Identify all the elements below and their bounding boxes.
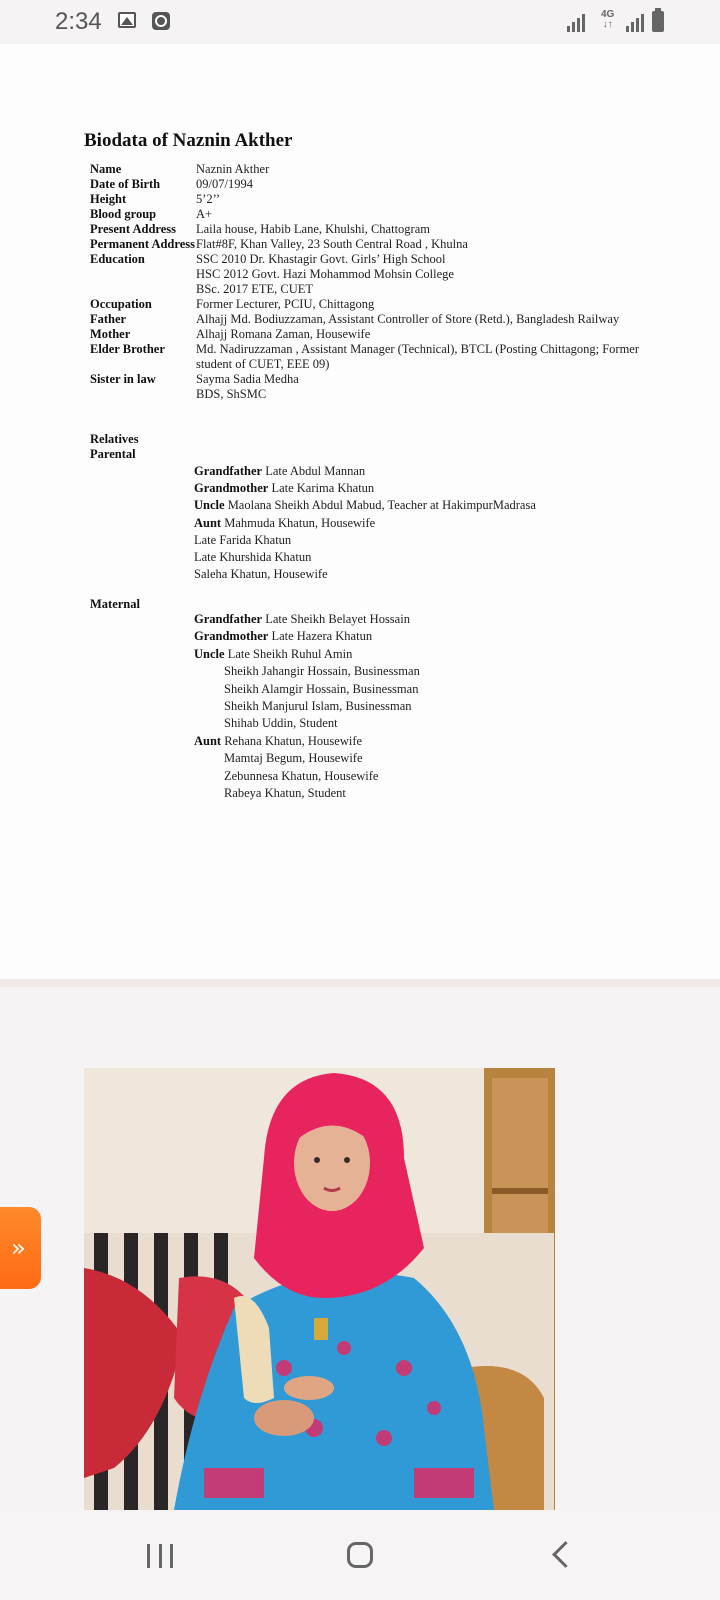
maternal-relative-line [224, 769, 378, 784]
relation-text: Saleha Khatun, Housewife [194, 567, 328, 582]
page-divider [0, 979, 720, 987]
relation-key: Grandmother [194, 629, 269, 644]
field-value [196, 372, 650, 402]
field-value-line: HSC 2012 Govt. Hazi Mohammod Mohsin College [196, 267, 454, 281]
biodata-row [90, 372, 650, 402]
field-value-line: Sayma Sadia Medha [196, 372, 299, 386]
relation-key: Aunt [194, 733, 222, 748]
maternal-relative-line [194, 734, 362, 749]
relation-key: Aunt [194, 515, 222, 530]
document-page[interactable] [0, 44, 720, 979]
field-value-line: A+ [196, 207, 213, 221]
maternal-relative-line [224, 716, 338, 731]
parental-relative-line [194, 464, 365, 479]
relation-text: Late Sheikh Belayet Hossain [265, 612, 410, 626]
status-bar [0, 0, 720, 44]
battery-icon [652, 11, 664, 32]
field-value-line: BSc. 2017 ETE, CUET [196, 282, 314, 296]
field-value [196, 252, 650, 297]
relation-text: Late Abdul Mannan [265, 464, 366, 478]
field-value-line: Alhajj Romana Zaman, Housewife [196, 327, 371, 341]
double-chevron-right-icon: » [11, 1234, 26, 1262]
biodata-row [90, 297, 650, 312]
document-title: Biodata of Naznin Akther [84, 130, 293, 151]
field-label: Mother [90, 327, 131, 341]
field-label: Occupation [90, 297, 152, 311]
field-value [196, 342, 650, 372]
home-button[interactable] [347, 1542, 373, 1568]
field-label: Name [90, 162, 122, 176]
field-value-line: Former Lecturer, PCIU, Chittagong [196, 297, 375, 311]
field-label: Elder Brother [90, 342, 165, 356]
biodata-row [90, 162, 650, 177]
relation-text: Late Farida Khatun [194, 532, 292, 547]
relation-key: Uncle [194, 646, 225, 661]
field-value [196, 297, 650, 312]
parental-relative-line [194, 498, 536, 513]
field-value-line: Md. Nadiruzzaman , Assistant Manager (Technical), BTCL (Posting Chittagong; Former student of CUET, EEE 09) [196, 342, 640, 371]
back-button[interactable] [552, 1541, 579, 1568]
field-value [196, 177, 650, 192]
relation-text: Late Hazera Khatun [271, 629, 373, 644]
maternal-relative-line [194, 612, 410, 627]
relation-text: Sheikh Manjurul Islam, Businessman [224, 699, 412, 713]
field-value [196, 327, 650, 342]
field-label: Education [90, 252, 145, 266]
field-value-line: Alhajj Md. Bodiuzzaman, Assistant Controller of Store (Retd.), Bangladesh Railway [196, 312, 620, 326]
maternal-relative-line [194, 647, 352, 662]
field-value-line: SSC 2010 Dr. Khastagir Govt. Girls’ High School [196, 252, 446, 266]
field-value [196, 237, 650, 252]
relation-text: Late Sheikh Ruhul Amin [227, 646, 353, 661]
biodata-row [90, 342, 650, 372]
relation-text: Sheikh Jahangir Hossain, Businessman [224, 664, 420, 679]
field-label: Blood group [90, 207, 157, 221]
maternal-relative-line [224, 682, 418, 697]
field-value-line: Laila house, Habib Lane, Khulshi, Chattogram [196, 222, 430, 236]
biodata-row [90, 192, 650, 207]
field-value-line: Flat#8F, Khan Valley, 23 South Central Road , Khulna [196, 237, 468, 251]
relation-text: Maolana Sheikh Abdul Mabud, Teacher at HakimpurMadrasa [227, 498, 536, 513]
maternal-relative-line [194, 629, 372, 644]
field-value-line: Naznin Akther [196, 162, 270, 176]
parental-relative-line [194, 533, 291, 548]
navigation-bar [0, 1512, 720, 1600]
relation-key: Grandmother [194, 481, 269, 496]
relation-key: Grandfather [194, 464, 263, 478]
field-label: Present Address [90, 222, 176, 236]
signal-icon [567, 12, 585, 32]
network-type-label: 4G ↓↑ [601, 9, 615, 30]
biodata-table [90, 162, 650, 402]
side-panel-toggle[interactable] [0, 1207, 41, 1289]
field-value-line: 5’2’’ [196, 192, 221, 206]
maternal-relative-line [224, 664, 420, 679]
biodata-row [90, 252, 650, 297]
profile-photo [84, 1068, 555, 1510]
relation-text: Mahmuda Khatun, Housewife [224, 515, 376, 530]
maternal-relative-line [224, 751, 363, 766]
field-label: Height [90, 192, 127, 206]
biodata-row [90, 237, 650, 252]
relatives-label: Relatives [90, 432, 139, 446]
relation-text: Rabeya Khatun, Student [224, 786, 346, 800]
relation-text: Late Khurshida Khatun [194, 550, 312, 564]
field-value [196, 222, 650, 237]
maternal-label: Maternal [90, 597, 140, 611]
field-value [196, 192, 650, 207]
recent-apps-button[interactable] [147, 1544, 173, 1568]
relation-text: Rehana Khatun, Housewife [224, 733, 363, 748]
field-label: Father [90, 312, 127, 326]
parental-label: Parental [90, 447, 136, 461]
relation-key: Grandfather [194, 612, 263, 626]
field-value [196, 207, 650, 222]
field-value [196, 162, 650, 177]
status-time: 2:34 [55, 8, 102, 35]
biodata-row [90, 312, 650, 327]
field-value [196, 312, 650, 327]
relation-text: Shihab Uddin, Student [224, 716, 338, 731]
relation-text: Mamtaj Begum, Housewife [224, 751, 363, 766]
signal-icon-2 [626, 12, 644, 32]
relation-text: Late Karima Khatun [271, 481, 375, 496]
biodata-row [90, 222, 650, 237]
field-label: Date of Birth [90, 177, 161, 191]
relation-text: Zebunnesa Khatun, Housewife [224, 768, 379, 783]
maternal-relative-line [224, 786, 346, 801]
parental-relative-line [194, 516, 375, 531]
field-value-line: BDS, ShSMC [196, 387, 267, 401]
parental-relative-line [194, 481, 374, 496]
maternal-relative-line [224, 699, 412, 714]
alarm-icon [152, 12, 170, 30]
biodata-row [90, 177, 650, 192]
parental-relative-line [194, 550, 311, 565]
biodata-row [90, 207, 650, 222]
parental-relative-line [194, 567, 328, 582]
field-value-line: 09/07/1994 [196, 177, 253, 191]
field-label: Permanent Address [90, 237, 195, 251]
relation-key: Uncle [194, 498, 225, 513]
gallery-icon [118, 12, 136, 28]
field-label: Sister in law [90, 372, 156, 386]
biodata-row [90, 327, 650, 342]
relation-text: Sheikh Alamgir Hossain, Businessman [224, 681, 419, 696]
